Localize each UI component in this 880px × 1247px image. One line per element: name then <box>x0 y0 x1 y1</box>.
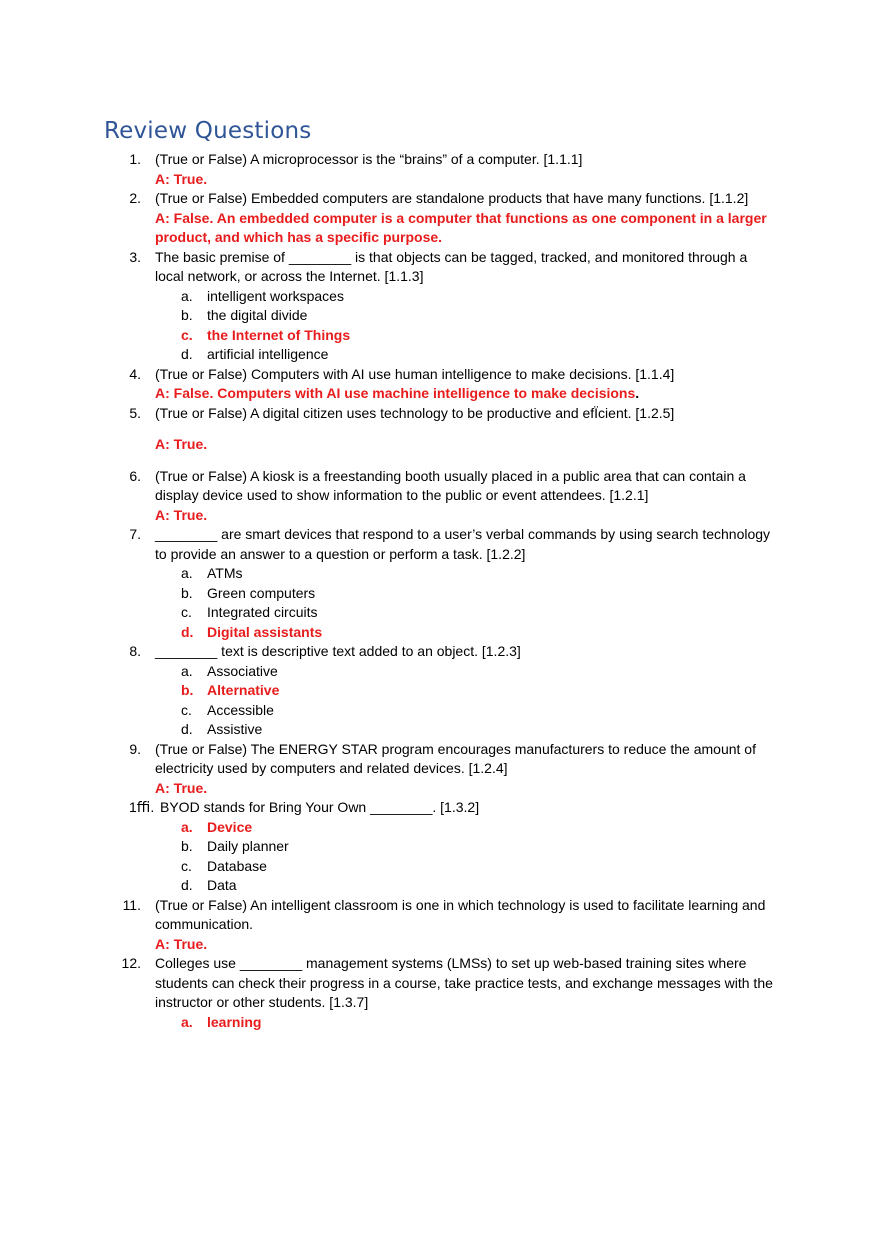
question-text: ________ are smart devices that respond to a user’s verbal commands by using search technology to provide an answer to a question or perform a task. [1.2.2] <box>155 526 771 562</box>
option-text: Assistive <box>207 721 263 737</box>
question-text: (True or False) A kiosk is a freestanding booth usually placed in a public area that can contain a display device used to show information to the public or event attendees. [1.2.1] <box>155 467 746 503</box>
question-text: (True or False) An intelligent classroom is one in which technology is used to facilitate learning and communication. <box>155 896 766 932</box>
option-text: intelligent workspaces <box>207 287 344 304</box>
option-text: Green computers <box>207 584 316 601</box>
question-number: 3. <box>129 248 141 265</box>
option-10b <box>0 837 880 857</box>
option-letter: d. <box>181 346 193 362</box>
option-letter: b. <box>181 682 194 698</box>
question-text: BYOD stands for Bring Your Own ________. [1.3.2] <box>160 799 480 815</box>
question-number: 12. <box>121 955 141 971</box>
question-number: 8. <box>129 643 141 659</box>
question-number: 1ﬃ. <box>129 799 155 815</box>
option-10a-correct <box>0 818 880 838</box>
option-text: Database <box>207 857 267 874</box>
spacer <box>0 455 880 467</box>
question-text: (True or False) Embedded computers are standalone products that have many functions. [1.1.2] <box>155 190 749 206</box>
option-letter: c. <box>181 701 192 718</box>
question-7 <box>0 525 880 564</box>
option-text: Device <box>207 818 253 835</box>
option-3c-correct <box>0 326 880 346</box>
option-letter: d. <box>181 623 194 640</box>
option-text: learning <box>207 1013 262 1030</box>
option-text: ATMs <box>207 565 243 581</box>
option-letter: c. <box>181 604 192 620</box>
option-letter: a. <box>181 818 193 835</box>
question-10 <box>0 798 880 818</box>
option-text: Digital assistants <box>207 623 323 640</box>
question-number: 5. <box>129 404 141 421</box>
option-text: Data <box>207 877 237 893</box>
answer-4 <box>0 384 880 404</box>
answer-5: A: True. <box>155 436 208 452</box>
option-letter: b. <box>181 307 193 323</box>
question-list <box>0 150 880 1032</box>
option-letter: c. <box>181 857 192 874</box>
question-3 <box>0 248 880 287</box>
option-text: Associative <box>207 662 278 679</box>
answer-2: A: False. An embedded computer is a computer that functions as one component in a larger product, and which has a specific purpose. <box>155 209 767 245</box>
question-text: The basic premise of ________ is that objects can be tagged, tracked, and monitored through a local network, or across the Internet. [1.1.3] <box>155 248 748 284</box>
option-letter: a. <box>181 1013 193 1030</box>
answer-6: A: True. <box>155 506 208 523</box>
option-text: the digital divide <box>207 307 308 323</box>
option-7d-correct <box>0 623 880 643</box>
question-text: Colleges use ________ management systems (LMSs) to set up web-based training sites where students can check their progress in a course, take practice tests, and exchange messages with the instructor or other students. [1.3.7] <box>155 955 773 1010</box>
option-letter: d. <box>181 721 193 737</box>
answer-11: A: True. <box>155 935 208 952</box>
option-letter: c. <box>181 326 193 343</box>
question-text: (True or False) A digital citizen uses technology to be productive and efÏcient. [1.2.5] <box>155 404 675 421</box>
option-10c <box>0 857 880 877</box>
option-text: the Internet of Things <box>207 326 351 343</box>
question-number: 2. <box>129 190 141 206</box>
option-text: Daily planner <box>207 838 289 854</box>
question-number: 6. <box>129 467 141 484</box>
question-text: ________ text is descriptive text added to an object. [1.2.3] <box>155 643 521 659</box>
question-text: (True or False) A microprocessor is the “brains” of a computer. [1.1.1] <box>155 151 583 167</box>
option-7a <box>0 564 880 584</box>
option-letter: d. <box>181 877 193 893</box>
question-6 <box>0 467 880 506</box>
question-number: 4. <box>129 365 141 382</box>
option-3d <box>0 345 880 365</box>
option-letter: a. <box>181 662 193 679</box>
option-letter: b. <box>181 838 193 854</box>
question-9 <box>0 740 880 779</box>
option-10d <box>0 876 880 896</box>
answer-1: A: True. <box>155 170 208 187</box>
option-8a <box>0 662 880 682</box>
option-text: Integrated circuits <box>207 604 318 620</box>
option-3a <box>0 287 880 307</box>
page-title: Review Questions <box>104 118 312 144</box>
question-2 <box>0 189 880 209</box>
option-text: Accessible <box>207 701 274 718</box>
option-3b <box>0 306 880 326</box>
option-8b-correct <box>0 681 880 701</box>
option-12a-correct <box>0 1013 880 1033</box>
question-5 <box>0 404 880 424</box>
question-number: 7. <box>129 526 141 542</box>
option-8c <box>0 701 880 721</box>
question-text: (True or False) The ENERGY STAR program encourages manufacturers to reduce the amount of electricity used by computers and related devices. [1.2.4] <box>155 740 756 776</box>
option-8d <box>0 720 880 740</box>
answer-text: A: False. Computers with AI use machine intelligence to make decisions <box>155 385 636 401</box>
question-number: 1. <box>129 151 141 167</box>
option-letter: a. <box>181 287 193 304</box>
option-7b <box>0 584 880 604</box>
answer-period: . <box>635 385 640 401</box>
question-4 <box>0 365 880 385</box>
option-text: Alternative <box>207 682 280 698</box>
question-12 <box>0 954 880 1013</box>
option-7c <box>0 603 880 623</box>
option-text: artificial intelligence <box>207 346 329 362</box>
option-letter: a. <box>181 565 193 581</box>
option-letter: b. <box>181 584 193 601</box>
question-number: 11. <box>122 896 141 913</box>
question-number: 9. <box>129 740 141 757</box>
spacer <box>0 423 880 435</box>
question-text: (True or False) Computers with AI use human intelligence to make decisions. [1.1.4] <box>155 365 675 382</box>
question-8 <box>0 642 880 662</box>
answer-9: A: True. <box>155 779 208 796</box>
question-11 <box>0 896 880 935</box>
question-1 <box>0 150 880 170</box>
